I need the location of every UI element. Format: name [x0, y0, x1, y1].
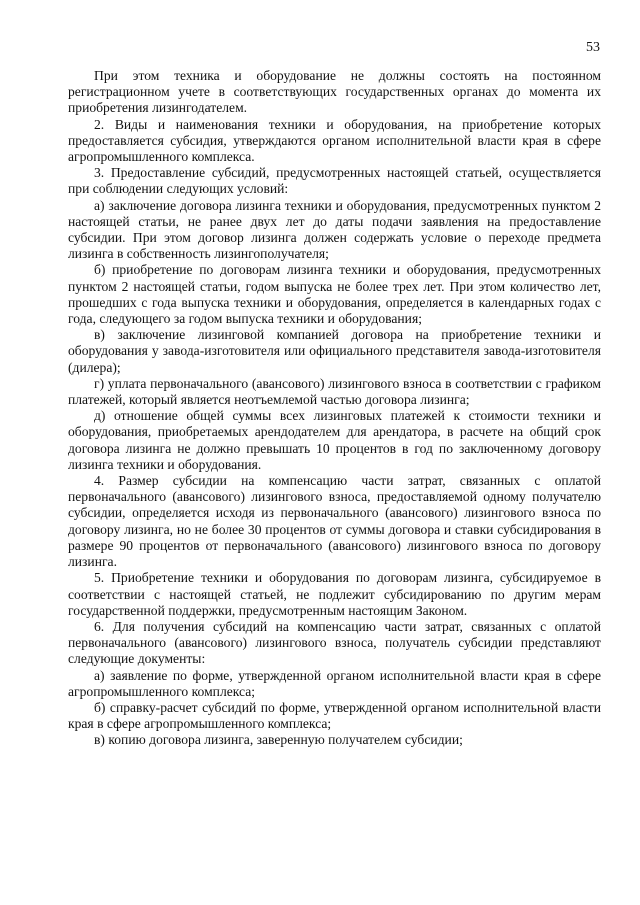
- paragraph: 5. Приобретение техники и оборудования по договорам лизинга, субсидируемое в соответствии с настоящей статьей, не подлежит субсидированию по другим мерам государственной поддержки, предусмотренным настоящим Законом.: [68, 570, 601, 618]
- paragraph: а) заключение договора лизинга техники и оборудования, предусмотренных пунктом 2 настоящей статьи, не ранее двух лет до даты подачи заявления на предоставление субсидии. При этом договор лизинга должен содержать условие о переходе предмета лизинга в собственность лизингополучателя;: [68, 197, 601, 262]
- paragraph: 2. Виды и наименования техники и оборудования, на приобретение которых предоставляется субсидия, утверждаются органом исполнительной власти края в сфере агропромышленного комплекса.: [68, 116, 601, 165]
- paragraph: При этом техника и оборудование не должны состоять на постоянном регистрационном учете в соответствующих государственных органах до момента их приобретения лизингодателем.: [68, 68, 601, 116]
- paragraph: б) справку-расчет субсидий по форме, утвержденной органом исполнительной власти края в сфере агропромышленного комплекса;: [68, 699, 601, 732]
- paragraph: б) приобретение по договорам лизинга техники и оборудования, предусмотренных пунктом 2 настоящей статьи, годом выпуска не более трех лет. При этом количество лет, прошедших с года выпуска техники и оборудования, определяется в календарных годах с года, следующего за годом выпуска техники и оборудования;: [68, 262, 601, 327]
- paragraph: г) уплата первоначального (авансового) лизингового взноса в соответствии с графиком платежей, который является неотъемлемой частью договора лизинга;: [68, 375, 601, 408]
- paragraph: 3. Предоставление субсидий, предусмотренных настоящей статьей, осуществляется при соблюдении следующих условий:: [68, 165, 601, 197]
- paragraph: д) отношение общей суммы всех лизинговых платежей к стоимости техники и оборудования, приобретаемых арендодателем для арендатора, в расчете на общий срок договора лизинга не должно превышать 10 процентов в год по заключенному договору лизинга техники и оборудования.: [68, 408, 601, 472]
- paragraph: 6. Для получения субсидий на компенсацию части затрат, связанных с оплатой первоначального (авансового) лизингового взноса, получатель субсидии представляют следующие документы:: [68, 618, 601, 667]
- document-body: [68, 68, 601, 749]
- paragraph: 4. Размер субсидии на компенсацию части затрат, связанных с оплатой первоначального (авансового) лизингового взноса, предоставляемой одному получателю субсидии, определяется исходя из первоначального (авансового) лизингового взноса по договору лизинга, но не более 30 процентов от суммы договора и ставки субсидирования в размере 90 процентов от первоначального (авансового) лизингового взноса по договору лизинга.: [68, 473, 601, 570]
- paragraph: а) заявление по форме, утвержденной органом исполнительной власти края в сфере агропромышленного комплекса;: [68, 667, 601, 699]
- page-number: 53: [586, 40, 600, 55]
- paragraph: в) заключение лизинговой компанией договора на приобретение техники и оборудования у завода-изготовителя или официального представителя завода-изготовителя (дилера);: [68, 327, 601, 375]
- paragraph: в) копию договора лизинга, заверенную получателем субсидии;: [94, 732, 463, 748]
